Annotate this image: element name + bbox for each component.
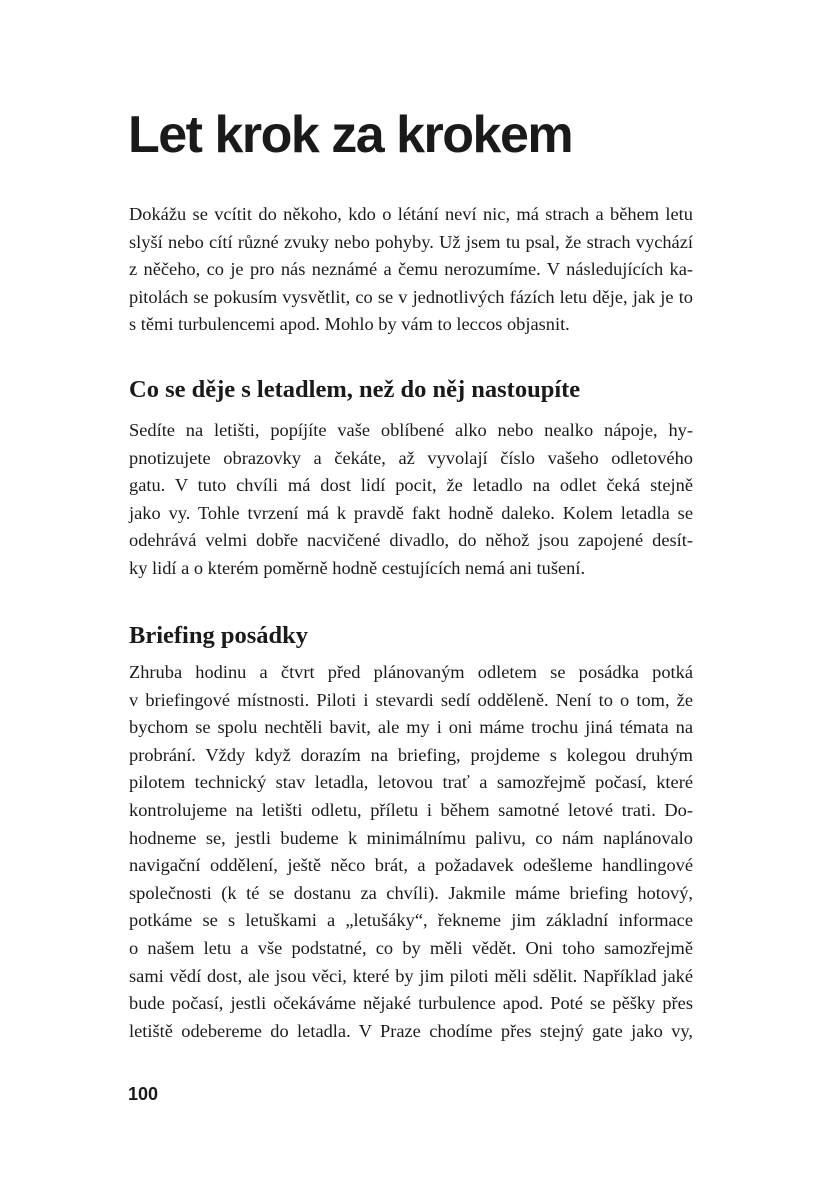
paragraph-line: Sedíte na letišti, popíjíte vaše oblíbené alko nebo nealko nápoje, hy- <box>129 420 693 440</box>
paragraph-line: s těmi turbulencemi apod. Mohlo by vám to leccos objasnit. <box>129 314 570 335</box>
paragraph-line: navigační oddělení, ještě něco brát, a požadavek odešleme handlingové <box>129 855 693 876</box>
paragraph-line: hodneme se, jestli budeme k minimálnímu palivu, co nám naplánovalo <box>129 827 693 848</box>
paragraph-line: sami vědí dost, ale jsou věci, které by jim piloti měli sdělit. Například jaké <box>129 965 693 986</box>
paragraph-line: letiště odebereme do letadla. V Praze chodíme přes stejný gate jako vy, <box>129 1020 693 1041</box>
chapter-title: Let krok za krokem <box>128 106 573 164</box>
section-heading-before-boarding: Co se děje s letadlem, než do něj nastoupíte <box>129 376 581 403</box>
paragraph-line: slyší nebo cítí různé zvuky nebo pohyby. Už jsem tu psal, že strach vychází <box>129 231 693 252</box>
paragraph-line: kontrolujeme na letišti odletu, příletu i během samotné letové trati. Do- <box>129 799 693 820</box>
paragraph-line: Dokážu se vcítit do někoho, kdo o létání neví nic, má strach a během letu <box>129 204 693 224</box>
paragraph-line: společnosti (k té se dostanu za chvíli). Jakmile máme briefing hotový, <box>129 882 693 903</box>
paragraph-line: pnotizujete obrazovky a čekáte, až vyvolají číslo vašeho odletového <box>129 447 693 468</box>
section-paragraph-crew-briefing <box>129 659 693 1045</box>
section-paragraph-before-boarding <box>129 417 693 583</box>
paragraph-line: o našem letu a vše podstatné, co by měli vědět. Oni toho samozřejmě <box>129 937 693 958</box>
paragraph-line: jako vy. Tohle tvrzení má k pravdě fakt hodně daleko. Kolem letadla se <box>129 502 693 523</box>
paragraph-line: z něčeho, co je pro nás neznámé a čemu nerozumíme. V následujících ka- <box>129 259 693 280</box>
paragraph-line: potkáme se s letuškami a „letušáky“, řekneme jim základní informace <box>129 910 693 931</box>
paragraph-line: odehrává velmi dobře nacvičené divadlo, do něhož jsou zapojené desít- <box>129 530 693 551</box>
paragraph-line: gatu. V tuto chvíli má dost lidí pocit, že letadlo na odlet čeká stejně <box>129 475 693 496</box>
paragraph-line: ky lidí a o kterém poměrně hodně cestujících nemá ani tušení. <box>129 557 586 578</box>
paragraph-line: bychom se spolu nechtěli bavit, ale my i oni máme trochu jiná témata na <box>129 717 693 738</box>
section-heading-crew-briefing: Briefing posádky <box>129 622 309 649</box>
page-number: 100 <box>128 1084 159 1104</box>
paragraph-line: Zhruba hodinu a čtvrt před plánovaným odletem se posádka potká <box>129 662 693 682</box>
intro-paragraph <box>129 201 693 339</box>
paragraph-line: probrání. Vždy když dorazím na briefing, projdeme s kolegou druhým <box>129 744 693 765</box>
paragraph-line: v briefingové místnosti. Piloti i stevardi sedí odděleně. Není to o tom, že <box>129 689 693 710</box>
paragraph-line: pilotem technický stav letadla, letovou trať a samozřejmě počasí, které <box>129 772 693 793</box>
paragraph-line: bude počasí, jestli očekáváme nějaké turbulence apod. Poté se pěšky přes <box>129 993 693 1014</box>
paragraph-line: pitolách se pokusím vysvětlit, co se v jednotlivých fázích letu děje, jak je to <box>129 286 693 307</box>
